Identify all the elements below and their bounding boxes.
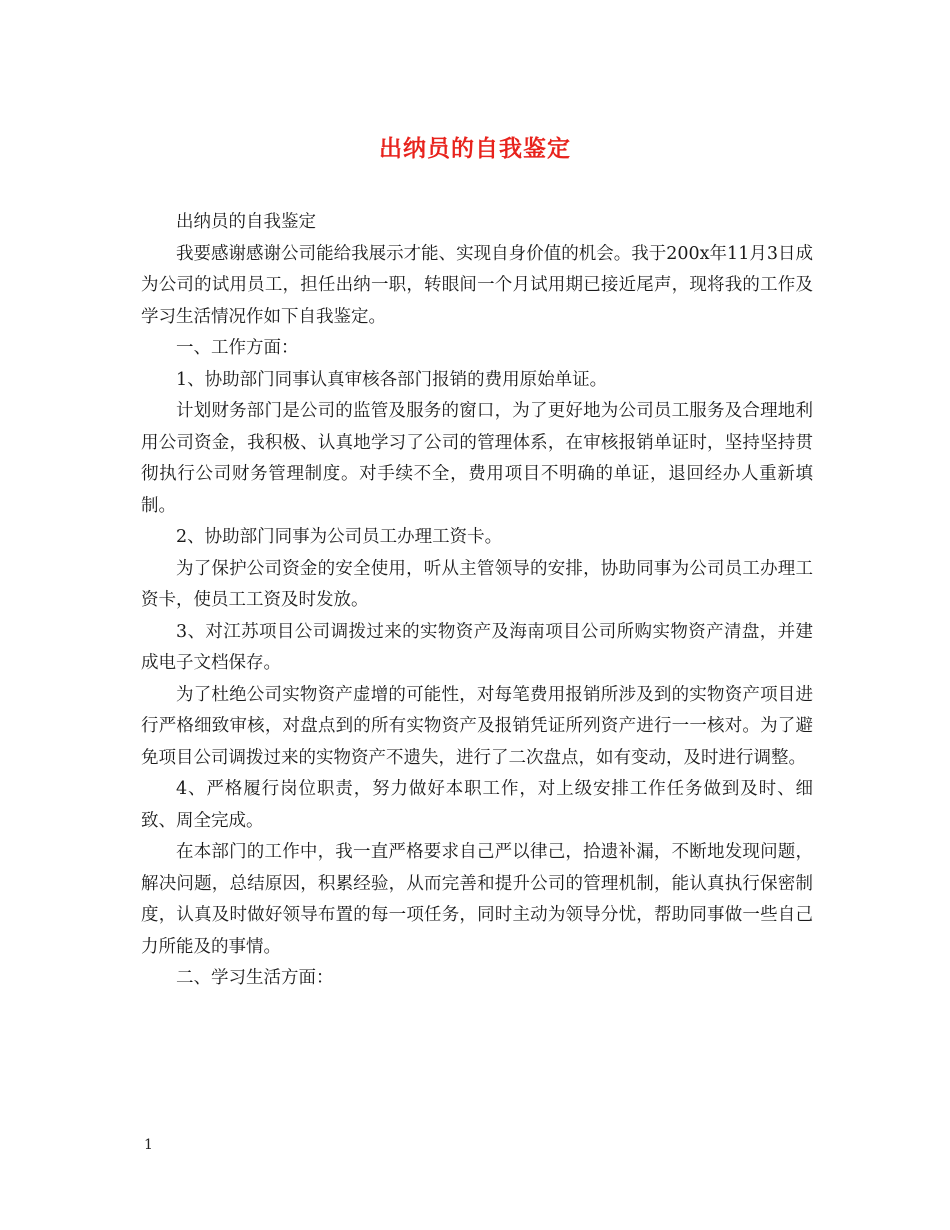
paragraph: 出纳员的自我鉴定 [176, 212, 316, 232]
list-item-heading: 1、协助部门同事认真审核各部门报销的费用原始单证。 [176, 369, 608, 390]
list-item-heading: 2、协助部门同事为公司员工办理工资卡。 [176, 527, 503, 547]
document-body [141, 207, 813, 995]
page-number: 1 [144, 1137, 153, 1153]
paragraph: 计划财务部门是公司的监管及服务的窗口，为了更好地为公司员工服务及合理地利用公司资金，我积极、认真地学习了公司的管理体系，在审核报销单证时，坚持坚持贯彻执行公司财务管理制度。对手续不全，费用项目不明确的单证，退回经办人重新填制。 [141, 401, 813, 516]
section-heading: 二、学习生活方面： [176, 968, 334, 988]
paragraph: 在本部门的工作中，我一直严格要求自己严以律己，拾遗补漏，不断地发现问题，解决问题，总结原因，积累经验，从而完善和提升公司的管理机制，能认真执行保密制度，认真及时做好领导布置的每一项任务，同时主动为领导分忧，帮助同事做一些自己力所能及的事情。 [141, 842, 813, 957]
paragraph: 为了杜绝公司实物资产虚增的可能性，对每笔费用报销所涉及到的实物资产项目进行严格细致审核，对盘点到的所有实物资产及报销凭证所列资产进行一一核对。为了避免项目公司调拨过来的实物资产不遗失，进行了二次盘点，如有变动，及时进行调整。 [141, 684, 813, 768]
paragraph: 为了保护公司资金的安全使用，听从主管领导的安排，协助同事为公司员工办理工资卡，使员工工资及时发放。 [141, 558, 813, 610]
document-title: 出纳员的自我鉴定 [379, 135, 571, 162]
list-item-heading: 4、严格履行岗位职责，努力做好本职工作，对上级安排工作任务做到及时、细致、周全完成。 [141, 779, 813, 831]
paragraph: 我要感谢感谢公司能给我展示才能、实现自身价值的机会。我于200x年11月3日成为公司的试用员工，担任出纳一职，转眼间一个月试用期已接近尾声，现将我的工作及学习生活情况作如下自我鉴定。 [141, 243, 813, 327]
list-item-heading: 3、对江苏项目公司调拨过来的实物资产及海南项目公司所购实物资产清盘，并建成电子文档保存。 [141, 621, 813, 673]
section-heading: 一、工作方面： [176, 338, 299, 358]
